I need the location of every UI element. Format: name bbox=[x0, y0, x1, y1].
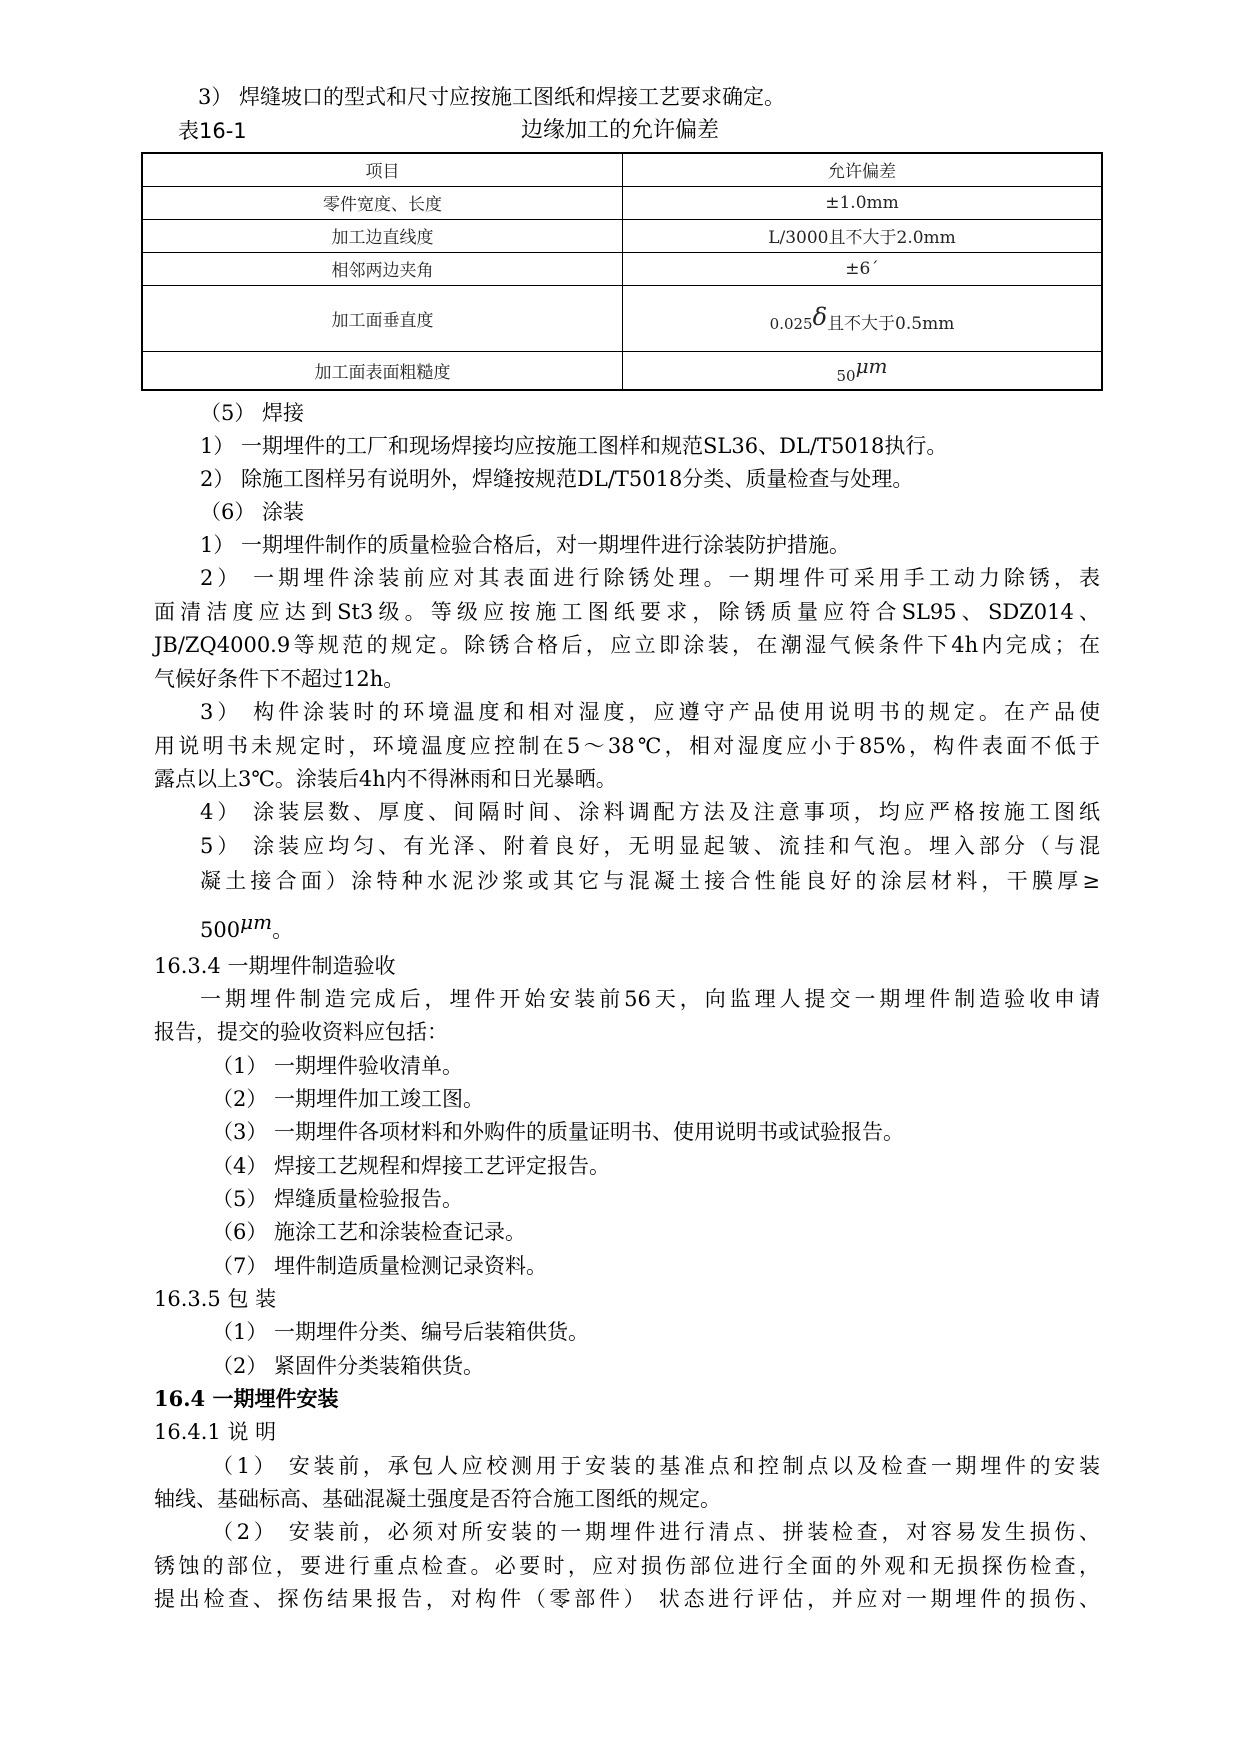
cell-tolerance bbox=[623, 285, 1103, 351]
coating-item-2-line: JB/ZQ4000.9等规范的规定。除锈合格后，应立即涂装，在潮湿气候条件下4h内完成；在 bbox=[154, 633, 1100, 657]
acceptance-intro-line: 一期埋件制造完成后，埋件开始安装前56天，向监理人提交一期埋件制造验收申请 bbox=[200, 987, 1100, 1011]
coating-item-3-line: 3） 构件涂装时的环境温度和相对湿度，应遵守产品使用说明书的规定。在产品使 bbox=[200, 700, 1100, 724]
tolerance-suffix: 且不大于0.5mm bbox=[827, 313, 955, 334]
coating-item-2-line: 气候好条件下不超过12h。 bbox=[154, 667, 405, 691]
cell-item: 相邻两边夹角 bbox=[142, 252, 623, 285]
coating-item-4: 4） 涂装层数、厚度、间隔时间、涂料调配方法及注意事项，均应严格按施工图纸 bbox=[200, 800, 1100, 824]
acceptance-item: （1） 一期埋件验收清单。 bbox=[212, 1054, 464, 1078]
cell-tolerance: ±6´ bbox=[623, 252, 1103, 285]
coating-item-5-line: 凝土接合面）涂特种水泥沙浆或其它与混凝土接合性能良好的涂层材料，干膜厚≥ bbox=[200, 869, 1100, 893]
cell-item: 零件宽度、长度 bbox=[142, 186, 623, 219]
coating-heading: （6） 涂装 bbox=[200, 500, 305, 524]
installation-p1-line: （1） 安装前，承包人应校测用于安装的基准点和控制点以及检查一期埋件的安装 bbox=[212, 1454, 1100, 1478]
packing-heading: 16.3.5 包 装 bbox=[154, 1287, 277, 1311]
packing-item: （1） 一期埋件分类、编号后装箱供货。 bbox=[212, 1320, 590, 1344]
acceptance-item: （4） 焊接工艺规程和焊接工艺评定报告。 bbox=[212, 1154, 611, 1178]
tolerance-value: 50 bbox=[836, 367, 856, 386]
acceptance-intro-line: 报告，提交的验收资料应包括： bbox=[154, 1020, 448, 1044]
welding-item-2: 2） 除施工图样另有说明外，焊缝按规范DL/T5018分类、质量检查与处理。 bbox=[200, 467, 914, 491]
installation-p1-line: 轴线、基础标高、基础混凝土强度是否符合施工图纸的规定。 bbox=[154, 1487, 721, 1511]
coating-item-5-end bbox=[200, 907, 293, 945]
cell-tolerance: ±1.0mm bbox=[623, 186, 1103, 219]
installation-p2-line: 锈蚀的部位，要进行重点检查。必要时，应对损伤部位进行全面的外观和无损探伤检查， bbox=[154, 1554, 1100, 1578]
delta-symbol: δ bbox=[812, 302, 828, 331]
welding-item-1: 1） 一期埋件的工厂和现场焊接均应按施工图样和规范SL36、DL/T5018执行。 bbox=[200, 434, 948, 458]
acceptance-item: （2） 一期埋件加工竣工图。 bbox=[212, 1087, 485, 1111]
installation-p2-line: （2） 安装前，必须对所安装的一期埋件进行清点、拼装检查，对容易发生损伤、 bbox=[212, 1520, 1100, 1544]
table-row bbox=[142, 219, 1102, 252]
acceptance-item: （3） 一期埋件各项材料和外购件的质量证明书、使用说明书或试验报告。 bbox=[212, 1120, 905, 1144]
table-row bbox=[142, 186, 1102, 219]
installation-heading: 16.4 一期埋件安装 bbox=[154, 1386, 339, 1411]
tolerance-table bbox=[141, 152, 1103, 391]
coating-item-3-line: 用说明书未规定时，环境温度应控制在5～38℃，相对湿度应小于85%，构件表面不低于 bbox=[154, 734, 1100, 758]
acceptance-item: （5） 焊缝质量检验报告。 bbox=[212, 1187, 464, 1211]
dry-film-value: 500 bbox=[200, 918, 241, 942]
table-label: 表16-1 bbox=[178, 119, 247, 143]
header-tolerance: 允许偏差 bbox=[623, 153, 1103, 186]
micrometer-unit: μm bbox=[855, 354, 888, 379]
sentence-end: 。 bbox=[272, 918, 294, 942]
table-row bbox=[142, 252, 1102, 285]
header-item: 项目 bbox=[142, 153, 623, 186]
coating-item-1: 1） 一期埋件制作的质量检验合格后，对一期埋件进行涂装防护措施。 bbox=[200, 533, 851, 557]
installation-subheading: 16.4.1 说 明 bbox=[154, 1420, 277, 1444]
intro-line: 3） 焊缝坡口的型式和尺寸应按施工图纸和焊接工艺要求确定。 bbox=[198, 85, 786, 109]
micrometer-unit: μm bbox=[240, 910, 273, 934]
coating-item-5-line: 5） 涂装应均匀、有光泽、附着良好，无明显起皱、流挂和气泡。埋入部分（与混 bbox=[200, 834, 1100, 858]
cell-item: 加工面垂直度 bbox=[142, 285, 623, 351]
coating-item-2-line: 面清洁度应达到St3级。等级应按施工图纸要求，除锈质量应符合SL95、SDZ014、 bbox=[154, 600, 1100, 624]
installation-p2-line: 提出检查、探伤结果报告，对构件（零部件） 状态进行评估，并应对一期埋件的损伤、 bbox=[154, 1587, 1100, 1611]
acceptance-heading: 16.3.4 一期埋件制造验收 bbox=[154, 954, 396, 978]
cell-item: 加工面表面粗糙度 bbox=[142, 351, 623, 390]
cell-item: 加工边直线度 bbox=[142, 219, 623, 252]
welding-heading: （5） 焊接 bbox=[200, 401, 305, 425]
table-row bbox=[142, 285, 1102, 351]
packing-item: （2） 紧固件分类装箱供货。 bbox=[212, 1354, 485, 1378]
cell-tolerance bbox=[623, 351, 1103, 390]
cell-tolerance: L/3000且不大于2.0mm bbox=[623, 219, 1103, 252]
coating-item-3-line: 露点以上3℃。涂装后4h内不得淋雨和日光暴晒。 bbox=[154, 767, 617, 791]
table-title: 边缘加工的允许偏差 bbox=[520, 118, 719, 143]
table-header-row bbox=[142, 153, 1102, 186]
tolerance-value: 0.025 bbox=[769, 314, 813, 333]
acceptance-item: （6） 施涂工艺和涂装检查记录。 bbox=[212, 1220, 527, 1244]
table-row bbox=[142, 351, 1102, 390]
coating-item-2-line: 2） 一期埋件涂装前应对其表面进行除锈处理。一期埋件可采用手工动力除锈，表 bbox=[200, 566, 1100, 590]
acceptance-item: （7） 埋件制造质量检测记录资料。 bbox=[212, 1254, 548, 1278]
